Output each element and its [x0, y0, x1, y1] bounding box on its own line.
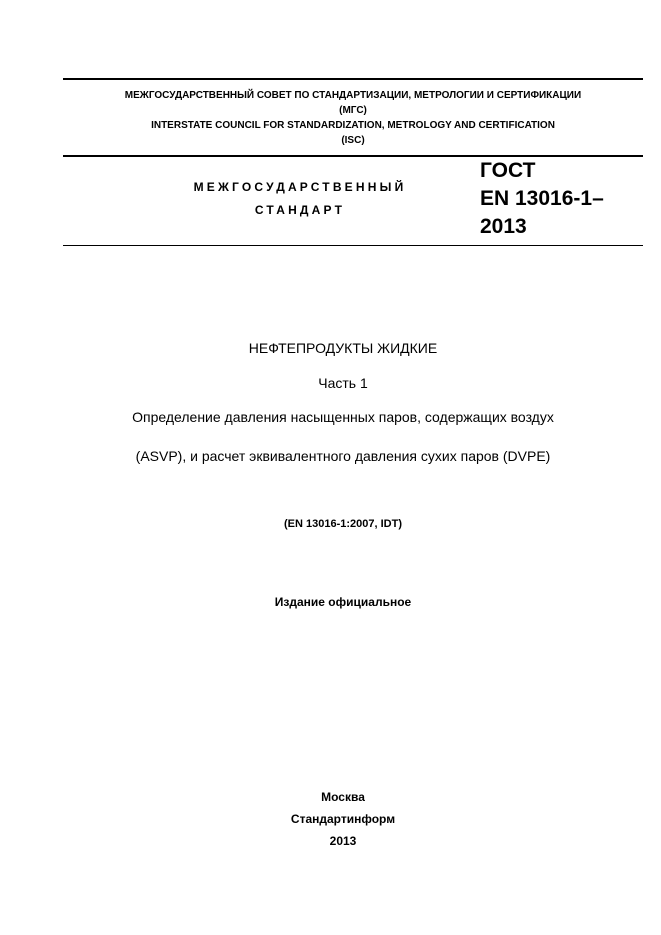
- standard-code-line1: ГОСТ: [480, 159, 536, 182]
- top-divider: [63, 78, 643, 80]
- council-abbr-ru: (МГС): [339, 105, 367, 116]
- document-subtitle-line2: (ASVP), и расчет эквивалентного давления сухих паров (DVPE): [135, 448, 551, 464]
- document-part: Часть 1: [318, 375, 368, 391]
- standard-type-line2: СТАНДАРТ: [254, 203, 346, 217]
- council-name-ru: МЕЖГОСУДАРСТВЕННЫЙ СОВЕТ ПО СТАНДАРТИЗАЦИИ, МЕТРОЛОГИИ И СЕРТИФИКАЦИИ: [124, 90, 582, 101]
- council-name-en: INTERSTATE COUNCIL FOR STANDARDIZATION, METROLOGY AND CERTIFICATION: [151, 120, 555, 131]
- document-reference: (EN 13016-1:2007, IDT): [284, 518, 402, 530]
- imprint-publisher: Стандартинформ: [290, 812, 396, 826]
- imprint: [40, 786, 646, 852]
- council-header: [63, 88, 643, 148]
- standard-type-line1: МЕЖГОСУДАРСТВЕННЫЙ: [193, 180, 407, 194]
- document-subtitle-line1: Определение давления насыщенных паров, содержащих воздух: [132, 409, 554, 425]
- imprint-year: 2013: [329, 834, 357, 848]
- standard-code: [480, 157, 604, 241]
- council-abbr-en: (ISC): [341, 135, 365, 146]
- standard-code-line2: EN 13016-1–: [480, 187, 604, 210]
- edition-label: Издание официальное: [274, 595, 412, 609]
- standard-code-line3: 2013: [480, 215, 527, 238]
- bottom-divider: [63, 245, 643, 246]
- imprint-city: Москва: [321, 790, 365, 804]
- standard-type: [150, 176, 450, 222]
- document-title: НЕФТЕПРОДУКТЫ ЖИДКИЕ: [248, 340, 438, 356]
